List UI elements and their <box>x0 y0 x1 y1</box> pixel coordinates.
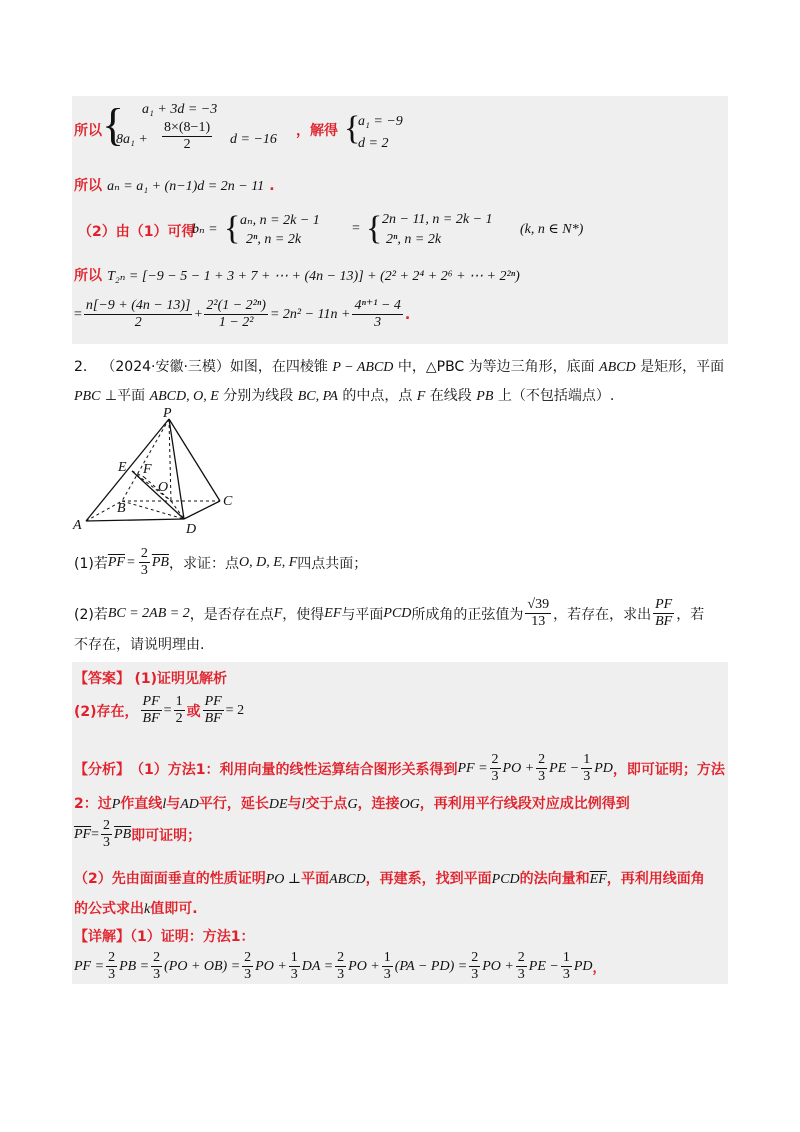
answer-line2 <box>74 694 244 727</box>
detail-eq-b: (PO + OB) = <box>164 958 241 974</box>
detail-eq-c: PO + <box>255 958 287 974</box>
analysis-line3 <box>74 818 201 851</box>
answer-r2-num: PF <box>204 694 222 709</box>
problem-base: ABCD <box>599 360 636 375</box>
answer-r2-eq: = 2 <box>225 702 245 718</box>
analysis-l1-f1: PF = <box>457 760 488 776</box>
subquestion-2 <box>74 597 704 630</box>
sub2-sin-den: 13 <box>531 614 546 629</box>
detail-frac9 <box>561 950 572 983</box>
answer-r1-value <box>174 694 185 727</box>
edge-pc <box>169 419 220 501</box>
detail-eq-start: PF = <box>74 958 105 974</box>
detail-frac2-den: 3 <box>153 967 161 982</box>
detail-frac9-num: 1 <box>562 950 570 965</box>
sys2-line1: a₁ = −9 <box>358 114 403 129</box>
result-frac2-num: 2²(1 − 2²ⁿ) <box>206 298 266 313</box>
text-midpoint: 的中点，点 <box>342 388 413 404</box>
detail-frac3-den: 3 <box>244 967 252 982</box>
analysis-l2-ad: AD <box>180 797 199 812</box>
answer-r1-num: PF <box>142 694 160 709</box>
label-jiede: ，解得 <box>296 123 338 139</box>
analysis-l1-frac2 <box>536 752 547 785</box>
detail-eq-i: PD <box>573 958 593 974</box>
analysis-l2-og: OG <box>399 797 420 812</box>
detail-frac8 <box>516 950 527 983</box>
right-brace: { <box>344 110 361 147</box>
sub2-t4: 所成角的正弦值为 <box>411 606 524 623</box>
analysis-l2-c: 与 <box>166 796 181 812</box>
answer-line1-text: (1)证明见解析 <box>134 671 227 687</box>
analysis-line4 <box>74 868 705 888</box>
segment-pb: PB <box>476 389 494 404</box>
result-frac2 <box>204 298 268 331</box>
t2n-result-line <box>74 298 410 331</box>
text-exclude-ends: 上（不包括端点）. <box>497 388 615 404</box>
sub2-t2: ，使得 <box>282 606 325 623</box>
analysis-l3-end: 即可证明； <box>131 827 202 844</box>
pyramid-figure <box>70 405 250 540</box>
sub2-t3: 与平面 <box>341 606 384 623</box>
detail-frac4-num: 1 <box>290 950 298 965</box>
sub2-sine-fraction <box>525 597 551 630</box>
bn-case2: 2ⁿ, n = 2k <box>246 232 302 247</box>
detail-frac4-den: 3 <box>290 967 298 982</box>
result-plus: + <box>194 306 203 322</box>
perp-plane-text: ⊥平面 <box>104 388 146 404</box>
analysis-l2-a: 2：过 <box>74 796 112 812</box>
an-formula: aₙ = a₁ + (n−1)d = 2n − 11 <box>107 179 265 194</box>
label-suoyi: 所以 <box>74 123 102 139</box>
problem-pyramid: P − ABCD <box>332 360 394 375</box>
result-end: . <box>404 306 411 323</box>
bn-case3: 2n − 11, n = 2k − 1 <box>382 212 493 227</box>
result-frac1 <box>84 298 193 331</box>
detail-frac5-num: 2 <box>337 950 345 965</box>
text-on-segment: 在线段 <box>429 388 472 404</box>
detail-frac3 <box>242 950 253 983</box>
label-e: E <box>118 460 127 475</box>
result-frac1-den: 2 <box>134 315 142 330</box>
sub1-prefix: (1)若 <box>74 555 108 572</box>
analysis-l4-c: ，再建系，找到平面 <box>365 871 492 887</box>
analysis-l3-lhs: $\overline{PF}$ <box>74 826 92 842</box>
an-label: 所以 <box>74 178 102 194</box>
detail-frac9-den: 3 <box>562 967 570 982</box>
sub1-end: 四点共面； <box>297 555 368 572</box>
result-frac1-num: n[−9 + (4n − 13)] <box>85 298 191 313</box>
analysis-l4-pcd: PCD <box>491 872 520 887</box>
analysis-l5-k: k <box>144 902 151 917</box>
analysis-l2-i: ，再利用平行线段对应成比例得到 <box>419 796 630 812</box>
detail-frac6-den: 3 <box>383 967 391 982</box>
analysis-line2 <box>74 793 630 813</box>
analysis-l5-b: 值即可. <box>150 901 198 917</box>
sub2-cond: BC = 2AB = 2 <box>107 605 190 621</box>
label-b: B <box>117 501 126 516</box>
analysis-l4-e: ，再利用线面角 <box>606 871 705 887</box>
analysis-l1-frac2-num: 2 <box>538 752 546 767</box>
bn-domain: (k, n ∈ N*) <box>520 222 584 237</box>
detail-frac7-den: 3 <box>471 967 479 982</box>
detail-eq-d: DA = <box>301 958 334 974</box>
detail-eq-end: ， <box>592 961 606 976</box>
analysis-l2-e: 与 <box>287 796 302 812</box>
analysis-l2-de: DE <box>268 797 288 812</box>
sub1-fraction <box>139 546 150 579</box>
sys1-frac-num: 8×(8−1) <box>164 120 211 135</box>
result-eq: = <box>74 306 82 322</box>
sub1-mid: ，求证：点 <box>168 555 239 572</box>
detail-frac3-num: 2 <box>244 950 252 965</box>
answer-r1-val-den: 2 <box>175 711 183 726</box>
sub2-t6: ，若 <box>676 606 705 623</box>
edge-pd <box>169 419 184 519</box>
bn-eq: = <box>352 221 360 236</box>
detail-frac5-den: 3 <box>337 967 345 982</box>
answer-ratio2 <box>203 694 224 727</box>
analysis-l1-a: （1）方法1：利用向量的线性运算结合图形关系得到 <box>130 761 458 778</box>
detail-eq-h: PE − <box>528 958 559 974</box>
text-fenbie: 分别为线段 <box>223 388 294 404</box>
t2n-line <box>74 265 520 285</box>
label-o: O <box>158 480 169 495</box>
analysis-label: 【分析】 <box>74 761 130 778</box>
analysis-l1-frac1 <box>490 752 501 785</box>
analysis-l3-rhs: $\overline{PB}$ <box>114 826 132 842</box>
detail-line1 <box>74 926 254 946</box>
detail-frac5 <box>335 950 346 983</box>
analysis-l1-frac1-den: 3 <box>491 769 499 784</box>
answer-r1-den: BF <box>142 711 160 726</box>
answer-or: 或 <box>186 703 201 720</box>
analysis-l2-g: G <box>347 797 358 812</box>
detail-eq-e: PO + <box>348 958 380 974</box>
sub1-eq: = <box>126 554 135 570</box>
edge-pa <box>86 419 169 521</box>
label-a: A <box>73 518 82 533</box>
answer-line1 <box>74 668 227 688</box>
abcd-oe: ABCD, O, E <box>149 389 219 404</box>
analysis-l2-b: 作直线 <box>120 796 163 812</box>
bn-brace2: { <box>366 210 383 247</box>
analysis-l1-frac3-num: 1 <box>583 752 591 767</box>
analysis-l3-frac-num: 2 <box>103 818 111 833</box>
analysis-l2-h: ，连接 <box>357 796 400 812</box>
answer-r1-eq: = <box>163 702 172 718</box>
label-c: C <box>223 494 233 509</box>
detail-frac1 <box>106 950 117 983</box>
bn-case4: 2ⁿ, n = 2k <box>386 232 442 247</box>
t2n-formula: T₂ₙ = [−9 − 5 − 1 + 3 + 7 + ⋯ + (4n − 13)] + (2² + 2⁴ + 2⁶ + ⋯ + 2²ⁿ) <box>107 269 520 284</box>
analysis-line1 <box>74 752 725 785</box>
sys1-line1: a₁ + 3d = −3 <box>142 102 218 117</box>
sub1-points: O, D, E, F <box>238 554 298 570</box>
vector-pb: $\overline{PB}$ <box>151 554 169 570</box>
sub1-frac-num: 2 <box>140 546 148 561</box>
analysis-l2-l: l <box>162 797 167 812</box>
analysis-l1-frac3-den: 3 <box>583 769 591 784</box>
analysis-l4-ef: $\overline{EF}$ <box>589 872 607 887</box>
sub2-t1: ，是否存在点 <box>189 606 274 623</box>
sub2-prefix: (2)若 <box>74 606 108 623</box>
analysis-l3-frac-den: 3 <box>103 835 111 850</box>
result-frac3-den: 3 <box>374 315 382 330</box>
result-mid: = 2n² − 11n + <box>269 306 351 322</box>
detail-frac2 <box>151 950 162 983</box>
sub2-ef: EF <box>324 605 342 621</box>
answer-ratio1 <box>141 694 162 727</box>
edge-ad <box>86 519 184 521</box>
analysis-l1-f4: PD <box>594 760 613 776</box>
analysis-l4-a: （2）先由面面垂直的性质证明 <box>74 871 266 887</box>
plane-pbc: PBC <box>74 389 101 404</box>
detail-frac1-num: 2 <box>108 950 116 965</box>
point-f: F <box>416 389 426 404</box>
analysis-l1-b: ，即可证明；方法 <box>612 761 725 778</box>
subquestion-1 <box>74 546 367 579</box>
problem-text2: 是矩形，平面 <box>640 359 725 375</box>
problem-text1: 中，△PBC 为等边三角形，底面 <box>397 359 595 375</box>
analysis-line5 <box>74 898 198 918</box>
sub2-t5: ，若存在，求出 <box>553 606 652 623</box>
bn-case1: aₙ, n = 2k − 1 <box>240 213 320 228</box>
detail-frac6-num: 1 <box>383 950 391 965</box>
answer-label: 【答案】 <box>74 671 130 687</box>
sub2-sin-num: √39 <box>527 597 550 612</box>
detail-frac4 <box>289 950 300 983</box>
vector-pf: $\overline{PF}$ <box>107 554 125 570</box>
analysis-l2-d: 平行，延长 <box>198 796 269 812</box>
detail-text: （1）证明：方法1： <box>130 929 255 945</box>
analysis-l2-p: P <box>111 797 121 812</box>
analysis-l2-f: 交于点 <box>305 796 348 812</box>
segments-bc-pa: BC, PA <box>297 389 338 404</box>
sub1-frac-den: 3 <box>140 563 148 578</box>
detail-frac7-num: 2 <box>471 950 479 965</box>
analysis-l1-frac2-den: 3 <box>538 769 546 784</box>
bn-piecewise-line <box>74 208 724 254</box>
sub2-line2: 不存在，请说明理由. <box>74 637 205 653</box>
detail-eq-g: PO + <box>482 958 514 974</box>
sub2-ratio-den: BF <box>655 614 673 629</box>
detail-frac6 <box>382 950 393 983</box>
result-frac3-num: 4ⁿ⁺¹ − 4 <box>354 298 401 313</box>
label-d: D <box>186 522 197 537</box>
detail-frac1-den: 3 <box>108 967 116 982</box>
an-end: . <box>269 178 275 194</box>
detail-frac2-num: 2 <box>153 950 161 965</box>
detail-frac8-num: 2 <box>517 950 525 965</box>
analysis-l1-frac3 <box>581 752 592 785</box>
analysis-l1-frac1-num: 2 <box>491 752 499 767</box>
answer-r1-val-num: 1 <box>175 694 183 709</box>
detail-label: 【详解】 <box>74 929 130 945</box>
label-f: F <box>143 462 152 477</box>
sys1-line2-a: 8a₁ + <box>116 132 148 147</box>
an-formula-line <box>74 175 275 195</box>
sys2-line2: d = 2 <box>358 136 389 151</box>
problem-statement-line2 <box>74 385 614 405</box>
problem-number: 2． <box>74 359 97 375</box>
analysis-l4-po: PO ⊥ <box>265 872 302 887</box>
t2n-label: 所以 <box>74 268 102 284</box>
analysis-l4-d: 的法向量和 <box>519 871 590 887</box>
bn-brace1: { <box>224 210 241 247</box>
result-frac2-den: 1 − 2² <box>218 315 254 330</box>
sub2-ratio-fraction <box>653 597 674 630</box>
analysis-l4-abcd: ABCD <box>329 872 366 887</box>
sys1-line2-b: d = −16 <box>230 132 277 147</box>
detail-frac8-den: 3 <box>517 967 525 982</box>
part2-label: （2）由（1）可得 <box>78 224 196 240</box>
sys1-fraction <box>162 120 212 153</box>
sys1-frac-den: 2 <box>183 137 191 152</box>
sub2-f: F <box>273 605 283 621</box>
analysis-l3-eq: = <box>91 826 100 842</box>
analysis-l5-a: 的公式求出 <box>74 901 144 917</box>
answer-r2-den: BF <box>204 711 222 726</box>
detail-equation <box>74 950 606 983</box>
answer-line2-prefix: (2)存在， <box>74 703 139 720</box>
sub2-ratio-num: PF <box>655 597 673 612</box>
left-brace: { <box>102 99 125 150</box>
analysis-l4-b: 平面 <box>301 871 330 887</box>
analysis-l3-frac <box>101 818 112 851</box>
analysis-l1-f3: PE − <box>549 760 580 776</box>
subquestion-2-line2 <box>74 634 204 654</box>
sub2-pcd: PCD <box>383 605 412 621</box>
problem-source: （2024·安徽·三模）如图，在四棱锥 <box>101 359 328 375</box>
analysis-l2-l2: l <box>301 797 306 812</box>
detail-frac7 <box>469 950 480 983</box>
problem-statement-line1 <box>74 356 724 376</box>
edge-dc <box>184 501 220 519</box>
detail-eq-f: (PA − PD) = <box>394 958 468 974</box>
analysis-l1-f2: PO + <box>502 760 535 776</box>
detail-eq-a: PB = <box>119 958 150 974</box>
system-equations-line <box>74 100 724 158</box>
result-frac3 <box>352 298 402 331</box>
label-p: P <box>163 406 172 421</box>
bn-lhs: bₙ = <box>192 222 218 237</box>
